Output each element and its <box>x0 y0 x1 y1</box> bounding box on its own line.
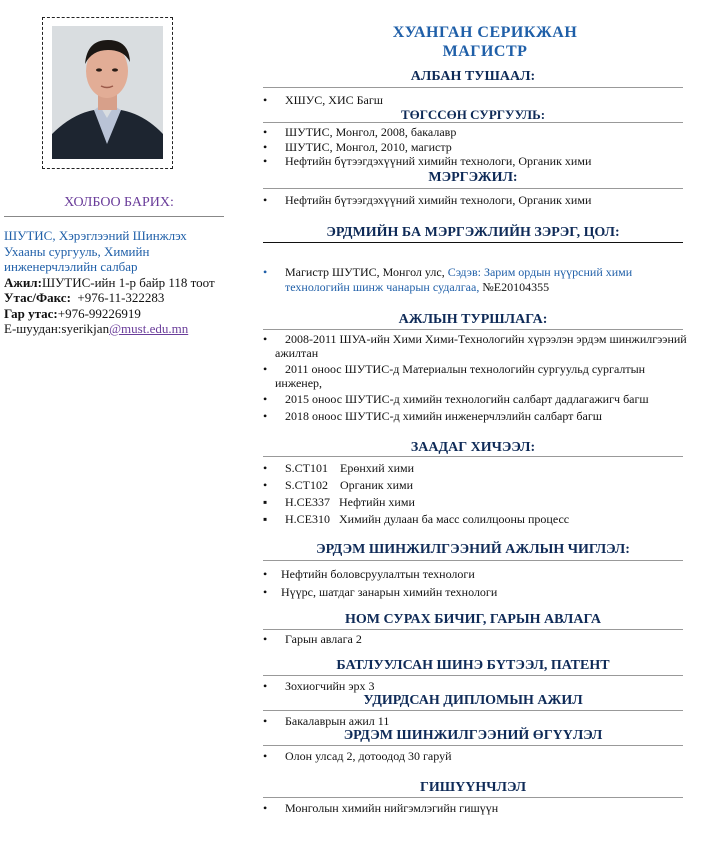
section-title-membership: ГИШҮҮНЧЛЭЛ <box>419 780 527 795</box>
list-item: • 2015 оноос ШУТИС-д химийн технологийн салбарт дадлагажигч багш <box>263 392 649 406</box>
list-item: • Гарын авлага 2 <box>263 632 362 646</box>
contact-heading: ХОЛБОО БАРИХ: <box>64 195 174 210</box>
section-rule <box>263 560 683 561</box>
list-item: • Зохиогчийн эрх 3 <box>263 679 375 693</box>
section-title-patents: БАТЛУУЛСАН ШИНЭ БҮТЭЭЛ, ПАТЕНТ <box>336 658 610 673</box>
patents-list <box>263 679 683 693</box>
contact-divider <box>4 216 224 217</box>
mobile-value: +976-99226919 <box>57 305 141 321</box>
contact-mobile <box>4 306 229 322</box>
section-rule <box>263 87 683 88</box>
list-item: • ШУТИС, Монгол, 2008, бакалавр <box>263 125 457 139</box>
section-title-theses: УДИРДСАН ДИПЛОМЫН АЖИЛ <box>363 693 583 708</box>
membership-list <box>263 801 683 815</box>
papers-list <box>263 749 683 763</box>
list-item: • Нефтийн боловсруулалтын технологи <box>263 567 475 581</box>
list-item: • S.CT101 Ерөнхий хими <box>263 461 415 475</box>
phone-label: Утас/Факс: <box>4 290 71 305</box>
contact-address <box>4 275 229 291</box>
contact-phone <box>4 290 229 306</box>
research-list <box>263 565 683 601</box>
list-item: • Нефтийн бүтээгдэхүүний химийн технологи, Органик хими <box>263 193 592 207</box>
specialty-list <box>263 193 683 207</box>
section-title-books: НОМ СУРАХ БИЧИГ, ГАРЫН АВЛАГА <box>345 612 601 627</box>
section-title-education: ТӨГССӨН СУРГУУЛЬ: <box>400 107 546 122</box>
list-item: • Бакалаврын ажил 11 <box>263 714 390 728</box>
person-name: ХУАНГАН СЕРИКЖАН <box>392 24 578 41</box>
section-rule <box>263 745 683 746</box>
section-title-courses: ЗААДАГ ХИЧЭЭЛ: <box>410 440 536 455</box>
list-item: • S.CT102 Органик хими <box>263 478 414 492</box>
books-list <box>263 632 683 646</box>
list-item: • 2008-2011 ШУА-ийн Хими Хими-Технологийн хүрээлэн эрдэм шинжилгээний ажилтан <box>263 332 687 360</box>
list-item: • ХШУС, ХИС Багш <box>263 93 383 107</box>
section-rule <box>263 456 683 457</box>
section-rule <box>263 675 683 676</box>
list-item: • 2018 оноос ШУТИС-д химийн инженерчлэлийн салбарт багш <box>263 408 602 423</box>
list-item: ▪ H.CE337 Нефтийн хими <box>263 495 415 509</box>
email-link[interactable]: @must.edu.mn <box>109 321 189 336</box>
address-value: ШУТИС-ийн 1-р байр 118 тоот <box>41 274 215 290</box>
list-item: ▪ H.CE310 Химийн дулаан ба масс солилцооны процесс <box>263 512 570 526</box>
position-list <box>263 93 683 107</box>
address-label: Ажил: <box>4 274 42 290</box>
experience-list <box>263 333 688 423</box>
section-title-degree: ЭРДМИЙН БА МЭРГЭЖЛИЙН ЗЭРЭГ, ЦОЛ: <box>326 225 620 240</box>
section-rule <box>263 242 683 243</box>
list-item: • Магистр ШУТИС, Монгол улс, Сэдэв: Зарим ордын нүүрсний хими технологийн шинж чанарын судалгаа, №E20104355 <box>263 265 633 294</box>
contact-organization: ШУТИС, Хэрэглээний Шинжлэх Ухааны сургууль, Химийн инженерчлэлийн салбар <box>4 228 187 274</box>
person-degree: МАГИСТР <box>442 43 528 60</box>
section-title-papers: ЭРДЭМ ШИНЖИЛГЭЭНИЙ ӨГҮҮЛЭЛ <box>343 728 603 743</box>
section-rule <box>263 710 683 711</box>
portrait-image <box>52 26 163 159</box>
section-rule <box>263 122 683 123</box>
contact-email <box>4 321 229 337</box>
list-item: • ШУТИС, Монгол, 2010, магистр <box>263 139 452 154</box>
section-rule <box>263 329 683 330</box>
section-rule <box>263 188 683 189</box>
degree-list <box>263 265 688 295</box>
profile-photo <box>52 26 163 159</box>
list-item: • 2011 оноос ШУТИС-д Материалын технологийн сургуульд сургалтын инженер, <box>263 362 646 390</box>
contact-block <box>4 228 229 337</box>
mobile-label: Гар утас: <box>4 305 58 321</box>
section-title-research: ЭРДЭМ ШИНЖИЛГЭЭНИЙ АЖЛЫН ЧИГЛЭЛ: <box>316 542 630 557</box>
section-title-position: АЛБАН ТУШААЛ: <box>410 69 536 84</box>
section-title-experience: АЖЛЫН ТУРШЛАГА: <box>398 312 548 327</box>
education-list <box>263 125 683 169</box>
list-item: • Олон улсад 2, дотоодод 30 гаруй <box>263 749 452 763</box>
section-rule <box>263 797 683 798</box>
courses-list <box>263 460 683 528</box>
section-rule <box>263 629 683 630</box>
list-item: • Нүүрс, шатдаг занарын химийн технологи <box>263 585 498 599</box>
section-title-specialty: МЭРГЭЖИЛ: <box>428 170 518 185</box>
phone-value: +976-11-322283 <box>77 290 165 305</box>
email-label: Е-шуудан:syerikjan <box>4 321 110 336</box>
theses-list <box>263 714 683 728</box>
list-item: • Нефтийн бүтээгдэхүүний химийн технологи, Органик хими <box>263 154 592 168</box>
profile-photo-frame <box>42 17 173 169</box>
list-item: • Монголын химийн нийгэмлэгийн гишүүн <box>263 801 499 815</box>
